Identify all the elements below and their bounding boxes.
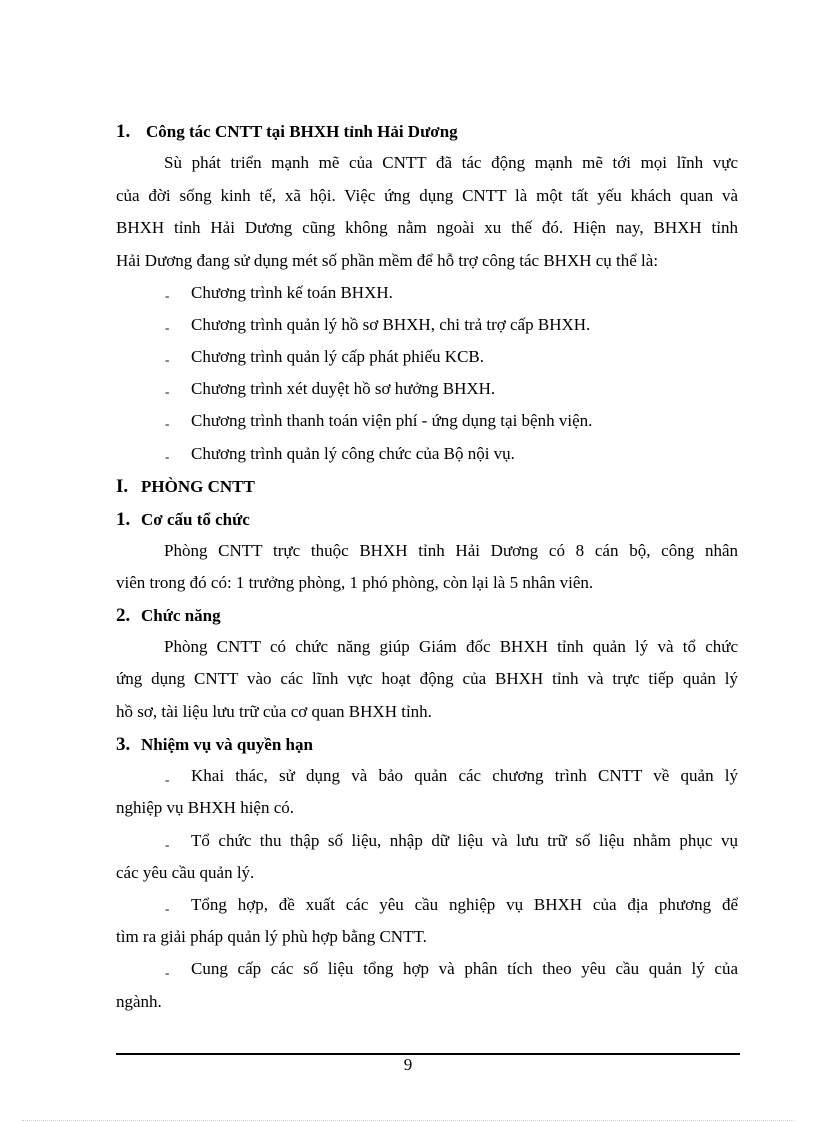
subsection-heading (116, 509, 738, 531)
bullet-item: Chương trình quản lý hồ sơ BHXH, chi trả trợ cấp BHXH. (191, 315, 591, 334)
subsection-title: Chức năng (141, 606, 221, 625)
bullet-item: Chương trình quản lý công chức của Bộ nội vụ. (191, 444, 515, 463)
paragraph-line: hồ sơ, tài liệu lưu trữ của cơ quan BHXH tỉnh. (116, 702, 432, 721)
list-item-line: Tổ chức thu thập số liệu, nhập dữ liệu và lưu trữ số liệu nhằm phục vụ (191, 831, 738, 850)
paragraph-line: BHXH tỉnh Hải Dương cũng không nằm ngoài xu thế đó. Hiện nay, BHXH tỉnh (116, 218, 738, 237)
subsection-heading (116, 734, 738, 756)
section-title: Công tác CNTT tại BHXH tỉnh Hải Dương (146, 122, 458, 141)
paragraph-line: Phòng CNTT trực thuộc BHXH tỉnh Hải Dương có 8 cán bộ, công nhân (164, 541, 738, 560)
paragraph-line: Sù phát triển mạnh mẽ của CNTT đã tác động mạnh mẽ tới mọi lĩnh vực (164, 153, 738, 172)
subsection-heading (116, 605, 738, 627)
subsection-title: Cơ cấu tổ chức (141, 510, 250, 529)
bullet-marker: - (165, 288, 170, 303)
bullet-marker: - (165, 772, 170, 787)
chapter-number: I. (116, 476, 129, 497)
bullet-item: Chương trình kế toán BHXH. (191, 283, 393, 302)
bullet-item: Chương trình xét duyệt hồ sơ hưởng BHXH. (191, 379, 496, 398)
page-edge-divider (22, 1120, 794, 1121)
chapter-title: PHÒNG CNTT (141, 477, 255, 496)
subsection-title: Nhiệm vụ và quyền hạn (141, 735, 313, 754)
bullet-marker: - (165, 416, 170, 431)
bullet-marker: - (165, 449, 170, 464)
list-item-line: nghiệp vụ BHXH hiện có. (116, 798, 295, 817)
subsection-number: 3. (116, 734, 131, 755)
section-number: 1. (116, 121, 131, 142)
paragraph-line: ứng dụng CNTT vào các lĩnh vực hoạt động của BHXH tỉnh và trực tiếp quản lý (116, 669, 738, 688)
bullet-marker: - (165, 965, 170, 980)
list-item-line: Cung cấp các số liệu tổng hợp và phân tích theo yêu cầu quản lý của (191, 959, 738, 978)
list-item-line: Tổng hợp, đề xuất các yêu cầu nghiệp vụ BHXH của địa phương để (191, 895, 738, 914)
paragraph-line: viên trong đó có: 1 trưởng phòng, 1 phó phòng, còn lại là 5 nhân viên. (116, 573, 594, 592)
bullet-marker: - (165, 320, 170, 335)
bullet-item: Chương trình thanh toán viện phí - ứng dụng tại bệnh viện. (191, 411, 593, 430)
list-item-line: các yêu cầu quản lý. (116, 863, 255, 882)
list-item-line: Khai thác, sử dụng và bảo quản các chương trình CNTT về quản lý (191, 766, 738, 785)
paragraph-line: Phòng CNTT có chức năng giúp Giám đốc BHXH tỉnh quản lý và tổ chức (164, 637, 738, 656)
section-heading (116, 121, 738, 143)
paragraph-line: Hải Dương đang sử dụng mét số phần mềm để hỗ trợ công tác BHXH cụ thể là: (116, 251, 659, 270)
list-item-line: tìm ra giải pháp quản lý phù hợp bằng CNTT. (116, 927, 427, 946)
subsection-number: 2. (116, 605, 131, 626)
bullet-marker: - (165, 901, 170, 916)
chapter-heading (116, 476, 738, 498)
bullet-marker: - (165, 384, 170, 399)
paragraph-line: của đời sống kinh tế, xã hội. Việc ứng dụng CNTT là một tất yếu khách quan và (116, 186, 738, 205)
page-number: 9 (403, 1055, 413, 1074)
bullet-item: Chương trình quản lý cấp phát phiếu KCB. (191, 347, 485, 366)
list-item-line: ngành. (116, 992, 162, 1011)
bullet-marker: - (165, 352, 170, 367)
subsection-number: 1. (116, 509, 131, 530)
bullet-marker: - (165, 837, 170, 852)
